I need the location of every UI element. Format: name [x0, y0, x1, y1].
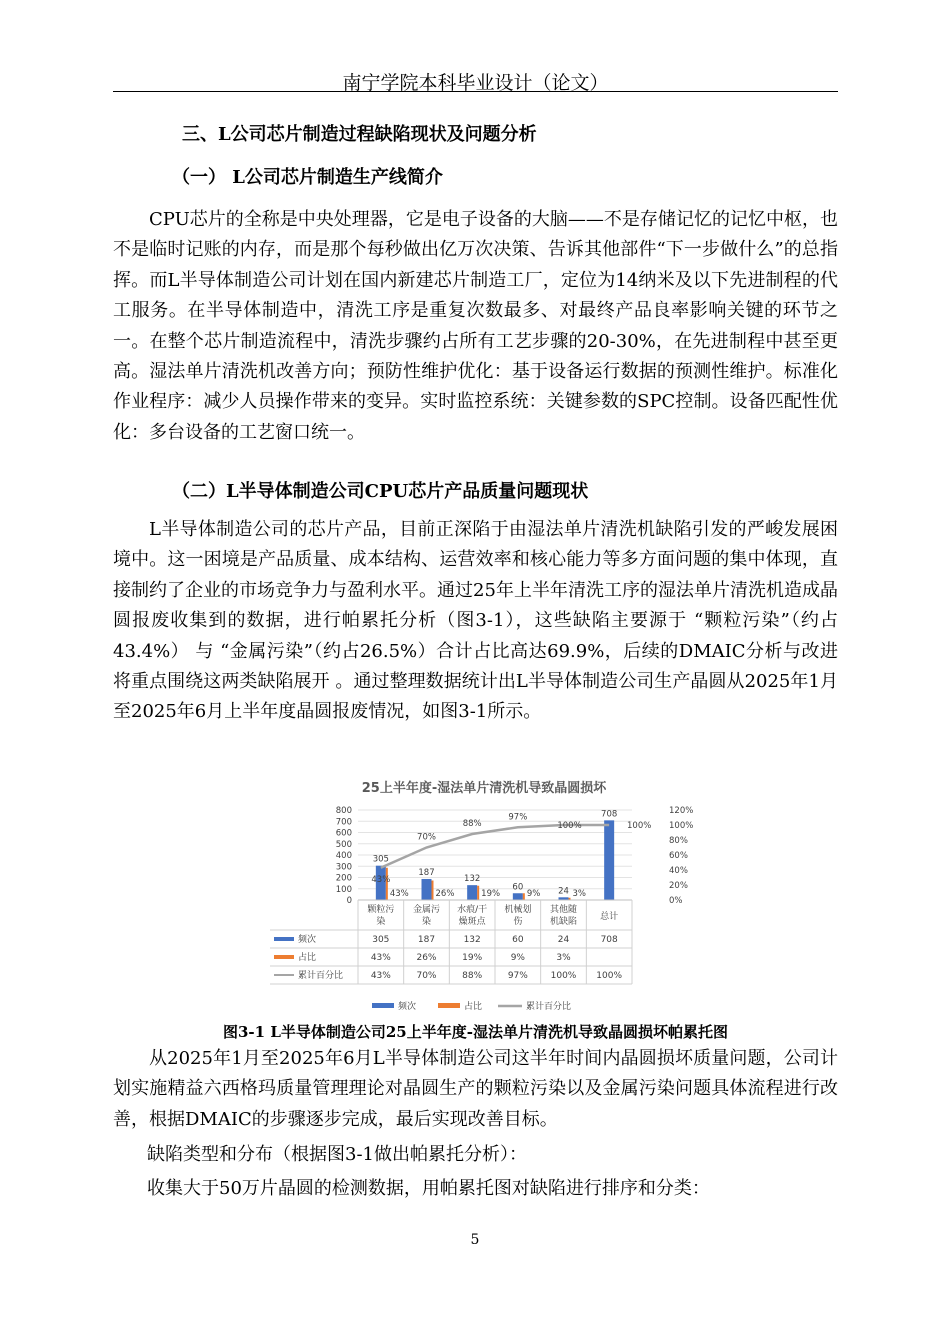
bar-data-label: 60 — [512, 882, 524, 893]
subsection-heading-1: （一） L公司芯片制造生产线简介 — [172, 167, 443, 188]
table-cell: 97% — [507, 971, 528, 981]
legend-swatch — [438, 1003, 460, 1008]
legend-entry: 频次 — [398, 1002, 417, 1010]
table-cell: 100% — [550, 971, 577, 981]
category-label: 伤 — [513, 917, 523, 927]
table-cell: 60 — [512, 935, 524, 945]
bar-data-label: 24 — [558, 886, 569, 897]
pareto-chart-svg — [270, 770, 698, 1010]
table-cell: 9% — [510, 953, 525, 963]
y2-tick-label: 80% — [669, 836, 688, 846]
legend-entry: 累计百分比 — [526, 1002, 572, 1010]
table-row-label: 频次 — [298, 935, 317, 945]
legend-entry: 占比 — [464, 1002, 483, 1010]
page-header: 南宁学院本科毕业设计（论文） — [342, 72, 609, 94]
y2-tick-label: 100% — [669, 821, 694, 831]
table-cell: 3% — [556, 953, 571, 963]
y-tick-label: 0 — [346, 896, 352, 906]
defect-type-line: 缺陷类型和分布（根据图3-1做出帕累托分析）： — [147, 1144, 527, 1165]
category-label: 总计 — [600, 912, 619, 922]
y-tick-label: 600 — [335, 828, 352, 839]
table-cell: 88% — [462, 971, 483, 981]
cumulative-data-label: 43% — [371, 874, 391, 885]
category-label: 燥斑点 — [458, 917, 486, 927]
section-heading: 三、L公司芯片制造过程缺陷现状及问题分析 — [182, 124, 537, 145]
legend-swatch — [372, 1003, 394, 1008]
table-row-label: 累计百分比 — [298, 971, 344, 981]
share-bar-4 — [523, 893, 525, 900]
share-data-label: 43% — [389, 889, 409, 899]
table-cell: 187 — [417, 935, 436, 945]
table-cell: 43% — [370, 953, 391, 963]
pareto-chart — [270, 770, 698, 1010]
category-label: 水痕/干 — [457, 905, 488, 915]
category-label: 染 — [376, 917, 386, 927]
category-label: 机缺陷 — [549, 917, 578, 927]
table-legend-key — [274, 937, 294, 941]
bar-3 — [467, 885, 477, 900]
share-data-label: 3% — [572, 889, 586, 899]
paragraph-quality: L半导体制造公司的芯片产品，目前正深陷于由湿法单片清洗机缺陷引发的严峻发展困境中。这一困境是产品质量、成本结构、运营效率和核心能力等多方面问题的集中体现，直接制约了企业的市场竞争力与盈利水平。通过25年上半年清洗工序的湿法单片清洗机造成晶圆报废收集到的数据，进行帕累托分析（图3-1），这些缺陷主要源于 “颗粒污染”（约占43.4%） 与 “金属污染”（约占26.5%）合计占比高达69.9%，后续的DMAIC分析与改进将重点围绕这两类缺陷展开 。通过整理数据统计出L半导体制造公司生产晶圆从2025年1月至2025年6月上半年度晶圆报废情况，如图3-1所示。 — [113, 519, 838, 723]
bar-6 — [604, 820, 614, 900]
share-data-label: 9% — [526, 889, 541, 899]
share-data-label: 26% — [435, 889, 455, 899]
y-tick-label: 700 — [335, 817, 352, 828]
share-bar-3 — [477, 886, 479, 900]
bar-data-label: 708 — [601, 809, 618, 820]
bar-data-label: 305 — [372, 854, 389, 865]
table-cell: 43% — [370, 971, 391, 981]
cumulative-data-label: 88% — [462, 819, 482, 829]
header-rule — [113, 91, 838, 92]
data-collection-line: 收集大于50万片晶圆的检测数据，用帕累托图对缺陷进行排序和分类： — [147, 1178, 710, 1199]
y-tick-label: 800 — [335, 806, 352, 816]
page-number: 5 — [470, 1232, 480, 1248]
y2-tick-label: 40% — [669, 866, 688, 876]
paragraph-improvement: 从2025年1月至2025年6月L半导体制造公司这半年时间内晶圆损坏质量问题，公司计划实施精益六西格玛质量管理理论对晶圆生产的颗粒污染以及金属污染问题具体流程进行改善，根据DMAIC的步骤逐步完成，最后实现改善目标。 — [113, 1048, 838, 1130]
y2-tick-label: 60% — [669, 851, 688, 861]
y2-tick-label: 20% — [669, 881, 688, 891]
table-cell: 19% — [462, 953, 483, 963]
cumulative-line — [381, 825, 609, 868]
y-tick-label: 300 — [335, 862, 352, 873]
category-label: 金属污 — [412, 905, 441, 915]
category-label: 机械划 — [504, 905, 532, 915]
category-label: 颗粒污 — [367, 905, 395, 915]
y2-tick-label: 120% — [669, 806, 694, 816]
paragraph-intro: CPU芯片的全称是中央处理器，它是电子设备的大脑——不是存储记忆的记忆中枢，也不是临时记账的内存，而是那个每秒做出亿万次决策、告诉其他部件“下一步做什么”的总指挥。而L半导体制造公司计划在国内新建芯片制造工厂，定位为14纳米及以下先进制程的代工服务。在半导体制造中，清洗工序是重复次数最多、对最终产品良率影响关键的环节之一。在整个芯片制造流程中，清洗步骤约占所有工艺步骤的20-30%，在先进制程中甚至更高。湿法单片清洗机改善方向；预防性维护优化：基于设备运行数据的预测性维护。标准化作业程序：减少人员操作带来的变异。实时监控系统：关键参数的SPC控制。设备匹配性优化：多台设备的工艺窗口统一。 — [113, 209, 838, 443]
table-cell: 708 — [600, 935, 618, 945]
chart-title: 25上半年度-湿法单片清洗机导致晶圆损坏 — [361, 781, 607, 796]
table-legend-key — [274, 955, 294, 959]
cumulative-data-label: 100% — [627, 821, 652, 831]
share-data-label: 19% — [481, 889, 501, 899]
category-label: 染 — [421, 917, 432, 927]
cumulative-data-label: 70% — [417, 832, 436, 843]
table-cell: 70% — [416, 971, 437, 981]
subsection-heading-2: （二）L半导体制造公司CPU芯片产品质量问题现状 — [172, 481, 589, 502]
table-cell: 305 — [372, 935, 390, 945]
table-row-label: 占比 — [298, 953, 317, 963]
figure-caption: 图3-1 L半导体制造公司25上半年度-湿法单片清洗机导致晶圆损坏帕累托图 — [223, 1023, 728, 1041]
share-bar-2 — [432, 881, 434, 901]
y-tick-label: 400 — [335, 851, 352, 861]
y-tick-label: 100 — [335, 884, 352, 895]
y2-tick-label: 0% — [669, 896, 683, 906]
bar-4 — [513, 893, 523, 900]
table-cell: 24 — [557, 935, 570, 945]
cumulative-data-label: 100% — [557, 821, 582, 831]
y-tick-label: 200 — [335, 873, 352, 884]
table-cell: 100% — [596, 971, 623, 981]
y-tick-label: 500 — [335, 839, 352, 850]
bar-2 — [422, 879, 432, 900]
table-cell: 26% — [416, 953, 437, 963]
category-label: 其他随 — [549, 905, 578, 915]
cumulative-data-label: 97% — [508, 812, 528, 823]
bar-data-label: 132 — [464, 874, 481, 885]
table-cell: 132 — [463, 935, 481, 945]
bar-data-label: 187 — [418, 867, 435, 878]
